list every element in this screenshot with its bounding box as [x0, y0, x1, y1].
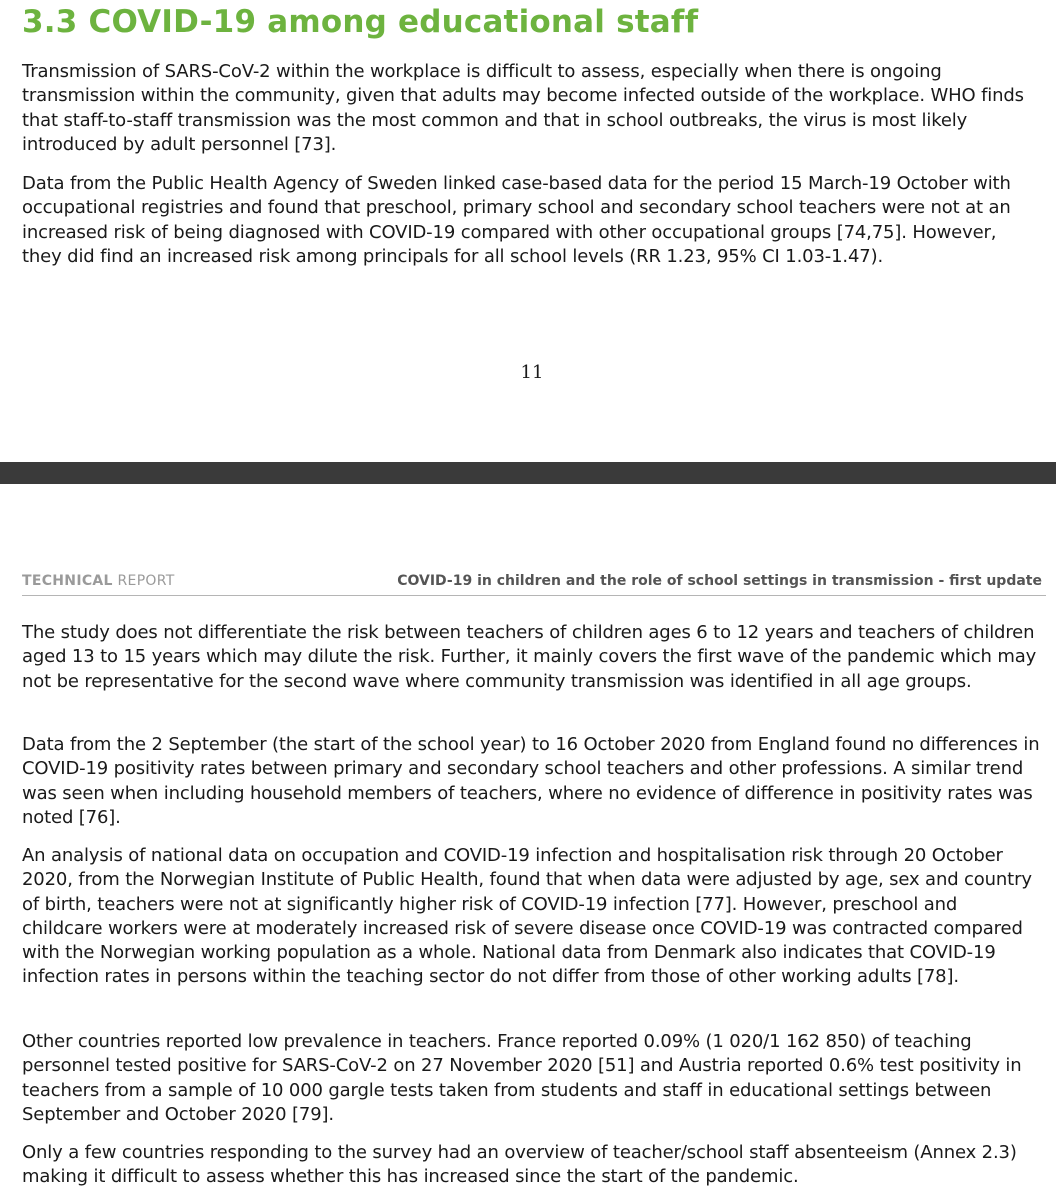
paragraph-england-data: Data from the 2 September (the start of the school year) to 16 October 2020 from England found no differences in COVID-19 positivity rates between primary and secondary school teachers and other professions. A similar trend was seen when including household members of teachers, where no evidence of difference in positivity rates was noted [76]. — [22, 734, 1040, 828]
paragraph-norway-denmark-data: An analysis of national data on occupation and COVID-19 infection and hospitalisation risk through 20 October 2020, from the Norwegian Institute of Public Health, found that when data were adjusted by age, sex and country of birth, teachers were not at significantly higher risk of COVID-19 infection [77]. However, preschool and childcare workers were at moderately increased risk of severe disease once COVID-19 was contracted compared with the Norwegian working population as a whole. National data from Denmark also indicates that COVID-19 infection rates in persons within the teaching sector do not differ from those of other working adults [78]. — [22, 845, 1032, 988]
running-header — [22, 573, 1042, 593]
report-type-bold: TECHNICAL — [22, 573, 113, 589]
page-break-divider — [0, 462, 1056, 484]
paragraph-workplace-transmission: Transmission of SARS-CoV-2 within the workplace is difficult to assess, especially when there is ongoing transmission within the community, given that adults may become infected outside of the workplace. WHO finds that staff-to-staff transmission was the most common and that in school outbreaks, the virus is most likely introduced by adult personnel [73]. — [22, 61, 1024, 155]
paragraph-study-limitation: The study does not differentiate the risk between teachers of children ages 6 to 12 years and teachers of children aged 13 to 15 years which may dilute the risk. Further, it mainly covers the first wave of the pandemic which may not be representative for the second wave where community transmission was identified in all age groups. — [22, 622, 1037, 692]
report-title: COVID-19 in children and the role of school settings in transmission - first update — [397, 573, 1042, 589]
report-type-regular: REPORT — [112, 573, 175, 589]
header-divider — [22, 595, 1046, 596]
paragraph-sweden-data: Data from the Public Health Agency of Sweden linked case-based data for the period 15 March-19 October with occupational registries and found that preschool, primary school and secondary school teachers were not at an increased risk of being diagnosed with COVID-19 compared with other occupational groups [74,75]. However, they did find an increased risk among principals for all school levels (RR 1.23, 95% CI 1.03-1.47). — [22, 173, 1011, 267]
page-number: 11 — [520, 362, 544, 383]
paragraph-absenteeism: Only a few countries responding to the survey had an overview of teacher/school staff absenteeism (Annex 2.3) making it difficult to assess whether this has increased since the start of the pandemic. — [22, 1142, 1017, 1188]
document-page-11 — [0, 0, 1056, 462]
report-type-label — [22, 573, 175, 589]
paragraph-france-austria-data: Other countries reported low prevalence in teachers. France reported 0.09% (1 020/1 162 850) of teaching personnel tested positive for SARS-CoV-2 on 27 November 2020 [51] and Austria reported 0.6% test positivity in teachers from a sample of 10 000 gargle tests taken from students and staff in educational settings between September and October 2020 [79]. — [22, 1031, 1022, 1125]
section-heading: 3.3 COVID-19 among educational staff — [22, 4, 699, 40]
